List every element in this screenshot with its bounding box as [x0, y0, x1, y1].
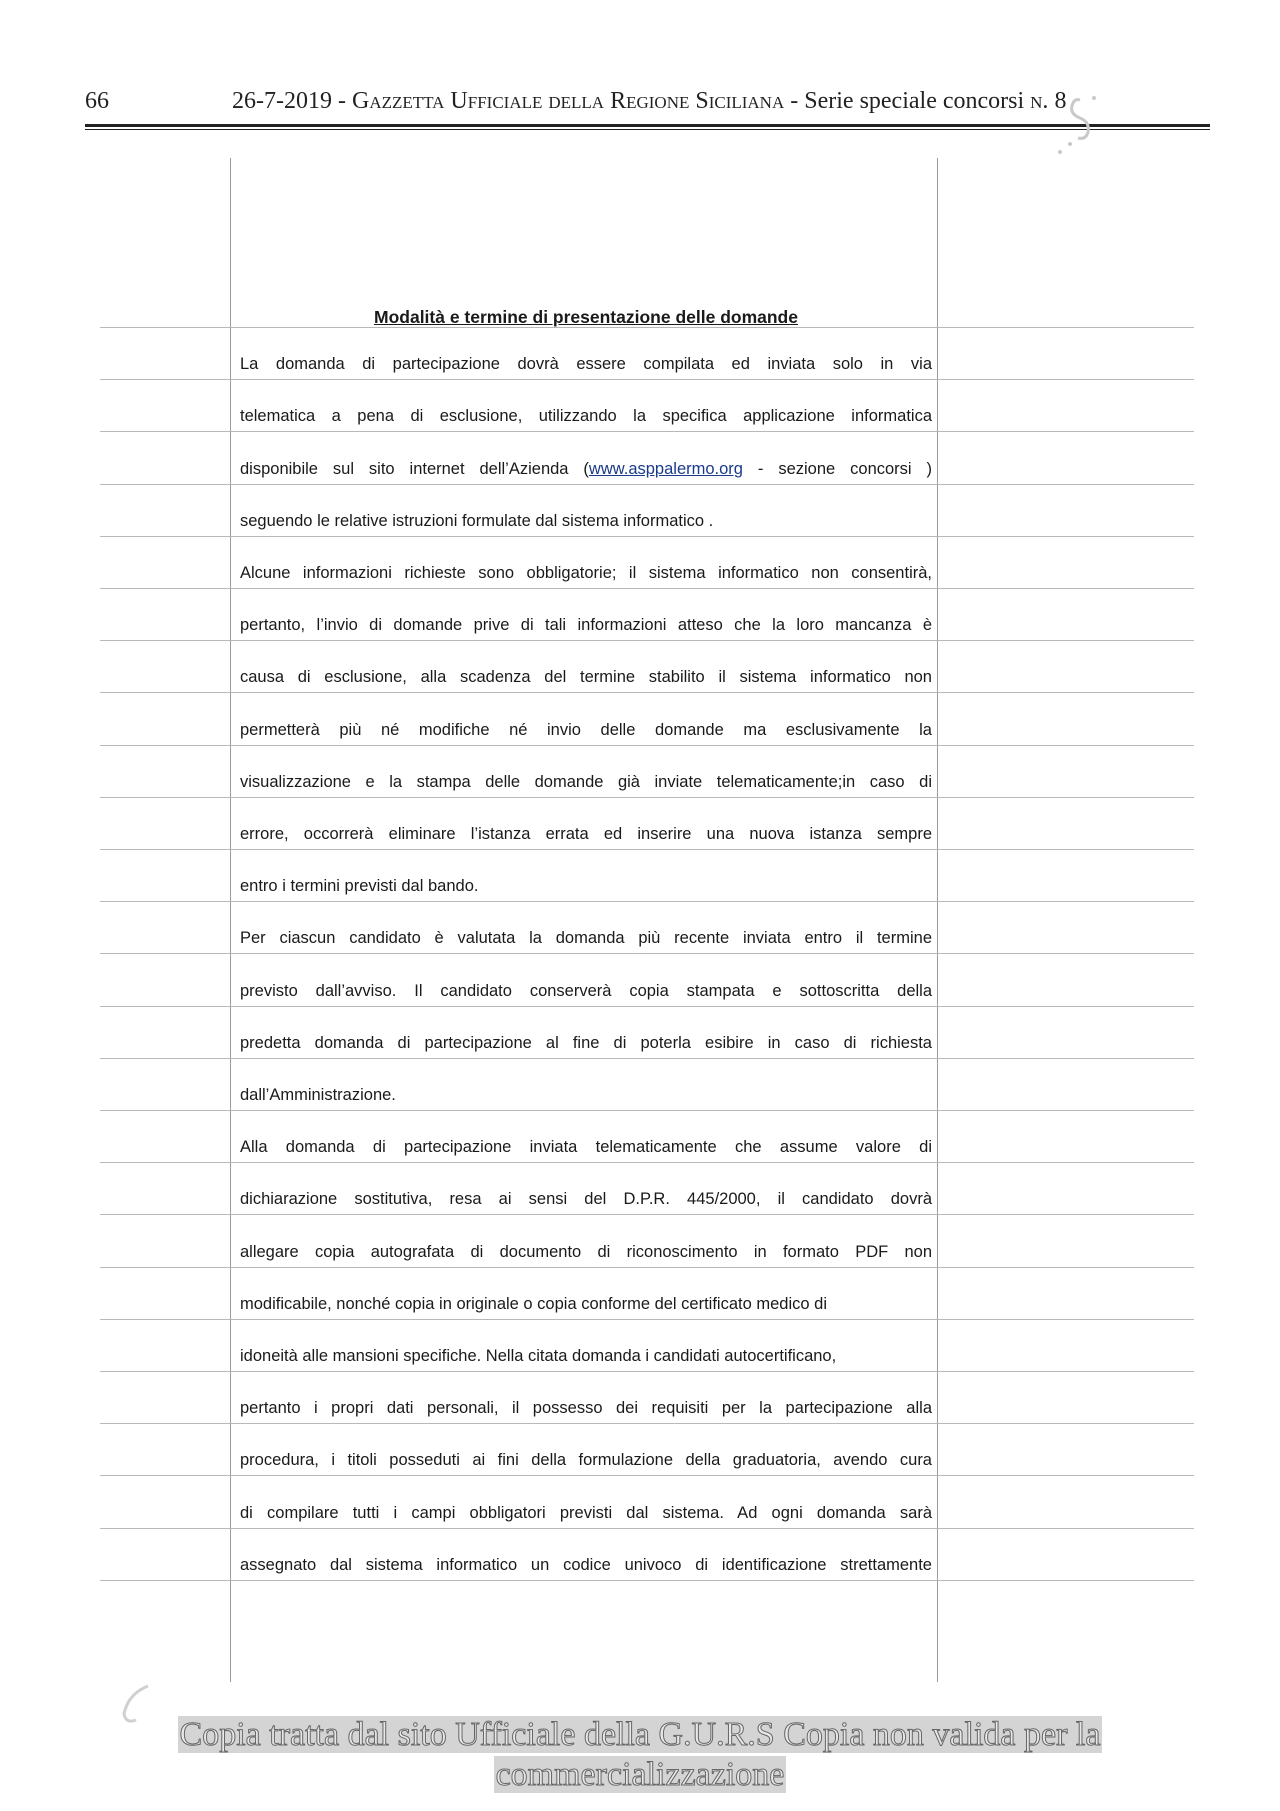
text-line: telematica a pena di esclusione, utilizzando la specifica applicazione informatica: [240, 407, 932, 425]
text-line: di compilare tutti i campi obbligatori previsti dal sistema. Ad ogni domanda sarà: [240, 1504, 932, 1522]
ruled-line: [100, 1580, 1194, 1581]
page-header: [85, 88, 1210, 128]
section-title: Modalità e termine di presentazione delle domande: [374, 307, 798, 327]
header-title: 26-7-2019 - Gazzetta Ufficiale della Regione Siciliana - Serie speciale concorsi n. 8: [232, 88, 1067, 114]
ruled-line: [100, 431, 1194, 432]
watermark-line-1: Copia tratta dal sito Ufficiale della G.U.R.S Copia non valida per la: [179, 1716, 1101, 1753]
text-line: errore, occorrerà eliminare l’istanza errata ed inserire una nuova istanza sempre: [240, 825, 932, 843]
text-line: previsto dall’avviso. Il candidato conserverà copia stampata e sottoscritta della: [240, 982, 932, 1000]
margin-line-right: [937, 158, 938, 1682]
watermark-line-2: commercializzazione: [495, 1756, 785, 1793]
ruled-line: [100, 901, 1194, 902]
text-line: pertanto, l’invio di domande prive di tali informazioni atteso che la loro mancanza è: [240, 616, 932, 634]
text-line: disponibile sul sito internet dell’Azienda (www.asppalermo.org - sezione concorsi ): [240, 460, 933, 478]
watermark-footer: [0, 1715, 1280, 1795]
margin-line-left: [230, 158, 231, 1682]
ruled-line: [100, 1110, 1194, 1111]
text-line: pertanto i propri dati personali, il possesso dei requisiti per la partecipazione alla: [240, 1399, 932, 1417]
ruled-line: [100, 692, 1194, 693]
header-date: 26-7-2019: [232, 88, 332, 114]
text-line: procedura, i titoli posseduti ai fini della formulazione della graduatoria, avendo cura: [240, 1451, 932, 1469]
ruled-line: [100, 1058, 1194, 1059]
text-line: allegare copia autografata di documento di riconoscimento in formato PDF non: [240, 1243, 932, 1261]
ruled-line: [100, 745, 1194, 746]
ruled-line: [100, 1371, 1194, 1372]
ruled-line: [100, 797, 1194, 798]
ruled-line: [100, 849, 1194, 850]
text-line: Per ciascun candidato è valutata la domanda più recente inviata entro il termine: [240, 929, 932, 947]
text-line: idoneità alle mansioni specifiche. Nella citata domanda i candidati autocertificano,: [240, 1347, 837, 1365]
publication-name: Gazzetta Ufficiale della Regione Siciliana: [351, 88, 785, 114]
ruled-line: [100, 536, 1194, 537]
text-line: Alla domanda di partecipazione inviata telematicamente che assume valore di: [240, 1138, 932, 1156]
page-number: 66: [85, 88, 109, 114]
ruled-line: [100, 379, 1194, 380]
series-name: Serie speciale concorsi: [804, 88, 1025, 114]
ruled-line: [100, 1423, 1194, 1424]
text-line: La domanda di partecipazione dovrà essere compilata ed inviata solo in via: [240, 355, 932, 373]
issue-number: 8: [1054, 88, 1067, 114]
ruled-line: [100, 484, 1194, 485]
text-line: causa di esclusione, alla scadenza del termine stabilito il sistema informatico non: [240, 668, 932, 686]
text-line: seguendo le relative istruzioni formulate dal sistema informatico .: [240, 512, 714, 530]
ruled-line: [100, 1475, 1194, 1476]
text-line: modificabile, nonché copia in originale o copia conforme del certificato medico di: [240, 1295, 827, 1313]
ruled-line: [100, 1267, 1194, 1268]
text-line: dichiarazione sostitutiva, resa ai sensi del D.P.R. 445/2000, il candidato dovrà: [240, 1190, 932, 1208]
ruled-line: [100, 640, 1194, 641]
ruled-line: [100, 1528, 1194, 1529]
text-line: assegnato dal sistema informatico un codice univoco di identificazione strettamente: [240, 1556, 932, 1574]
text-line: dall’Amministrazione.: [240, 1086, 396, 1104]
text-line: Alcune informazioni richieste sono obbligatorie; il sistema informatico non consentirà,: [240, 564, 932, 582]
header-rule-thick: [85, 124, 1210, 127]
ruled-line: [100, 953, 1194, 954]
ruled-line: [100, 588, 1194, 589]
header-rule-thin: [85, 129, 1210, 130]
website-link[interactable]: www.asppalermo.org: [588, 460, 743, 478]
text-line: predetta domanda di partecipazione al fine di poterla esibire in caso di richiesta: [240, 1034, 932, 1052]
text-line: permetterà più né modifiche né invio delle domande ma esclusivamente la: [240, 721, 932, 739]
issue-prefix: n.: [1030, 88, 1049, 114]
text-line: visualizzazione e la stampa delle domande già inviate telematicamente;in caso di: [240, 773, 932, 791]
ruled-line: [100, 1162, 1194, 1163]
ruled-line: [100, 1214, 1194, 1215]
ruled-line: [100, 1319, 1194, 1320]
text-line: entro i termini previsti dal bando.: [240, 877, 479, 895]
ruled-line: [100, 1006, 1194, 1007]
